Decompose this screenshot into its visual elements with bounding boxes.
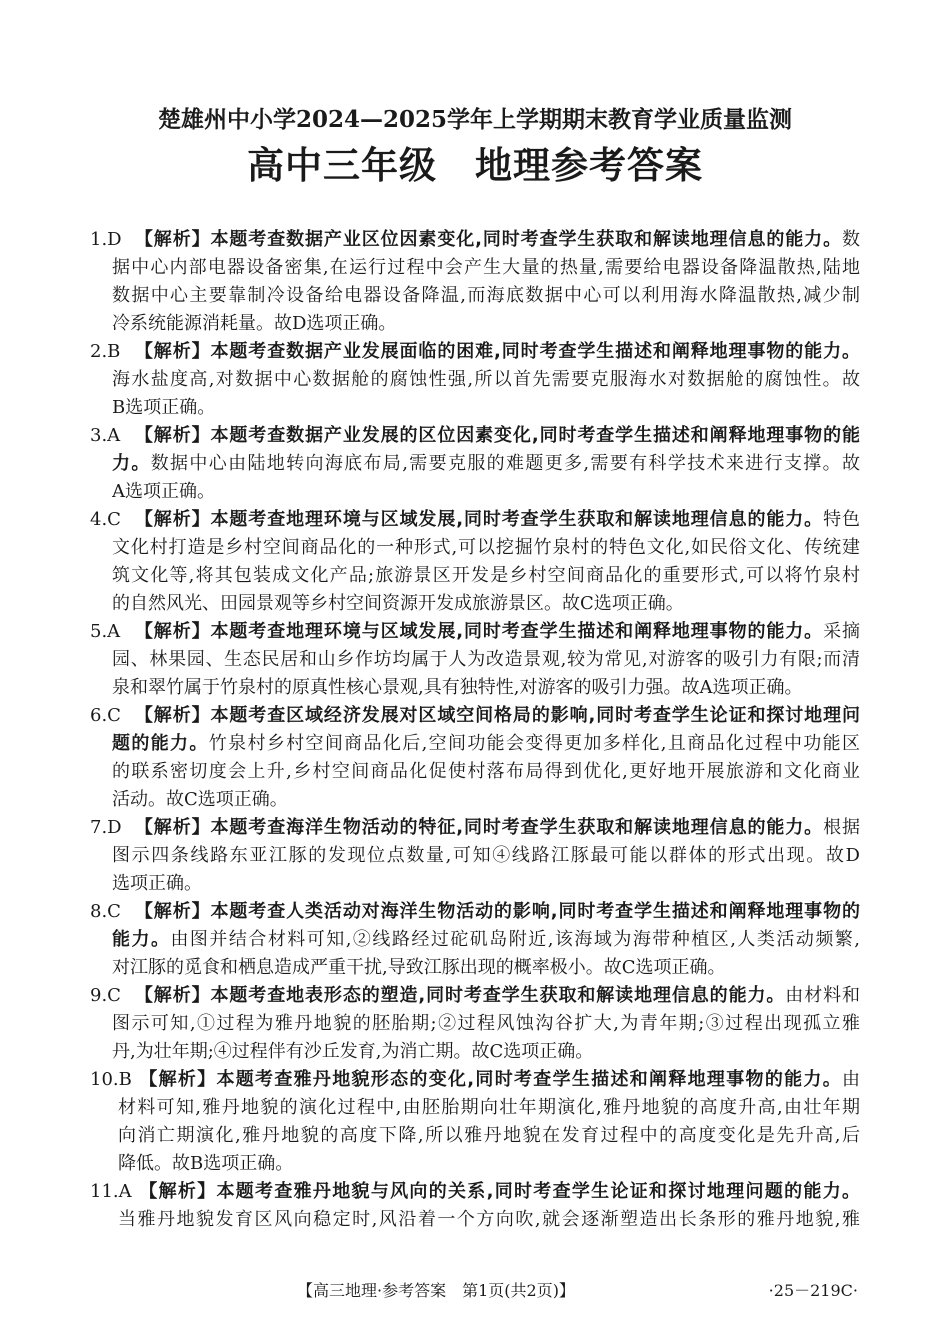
- answer-line: [118, 1206, 860, 1234]
- answer-line: [112, 758, 860, 786]
- answer-number: 7.D: [90, 817, 122, 838]
- analysis-heading: 【解析】本题考查地理环境与区域发展,同时考查学生获取和解读地理信息的能力。: [134, 509, 824, 530]
- answer-text: 据中心内部电器设备密集,在运行过程中会产生大量的热量,需要给电器设备降温散热,陆地: [112, 257, 860, 278]
- answer-text: 园、林果园、生态民居和山乡作坊均属于人为改造景观,较为常见,对游客的吸引力有限;而清: [112, 649, 860, 670]
- answer-text: 图示可知,①过程为雅丹地貌的胚胎期;②过程风蚀沟谷扩大,为青年期;③过程出现孤立雅: [112, 1013, 860, 1034]
- answer-text: 向消亡期演化,雅丹地貌的高度下降,所以雅丹地貌在发育过程中的高度变化是先升高,后: [118, 1125, 860, 1146]
- answer-line: [112, 674, 860, 702]
- answer-text: 特色: [823, 509, 860, 530]
- answer-text: 筑文化等,将其包装成文化产品;旅游景区开发是乡村空间商品化的重要形式,可以将竹泉村: [112, 565, 860, 586]
- answer-text: 文化村打造是乡村空间商品化的一种形式,可以挖掘竹泉村的特色文化,如民俗文化、传统建: [112, 537, 860, 558]
- answer-text: 选项正确。: [112, 873, 202, 894]
- page-footer-label: 【高三地理·参考答案 第1页(共2页)】: [297, 1281, 575, 1300]
- answer-number: 9.C: [90, 985, 121, 1006]
- answer-line: [112, 478, 860, 506]
- document-code: ·25－219C·: [768, 1281, 858, 1300]
- answer-line: [118, 1094, 860, 1122]
- answer-item-5: [90, 618, 860, 702]
- analysis-heading: 【解析】本题考查区域经济发展对区域空间格局的影响,同时考查学生论证和探讨地理问: [134, 705, 860, 726]
- answer-item-10: [90, 1066, 860, 1178]
- answer-line: [90, 618, 860, 646]
- answer-number: 11.A: [90, 1181, 132, 1202]
- answer-line: [112, 870, 860, 898]
- answer-item-1: [90, 226, 860, 338]
- analysis-heading: 【解析】本题考查数据产业区位因素变化,同时考查学生获取和解读地理信息的能力。: [134, 229, 842, 250]
- answer-line: [90, 226, 860, 254]
- answer-number: 8.C: [90, 901, 121, 922]
- answer-item-2: [90, 338, 860, 422]
- answer-line: [112, 310, 860, 338]
- analysis-heading: 【解析】本题考查数据产业发展面临的困难,同时考查学生描述和阐释地理事物的能力。: [134, 341, 860, 362]
- answer-text: 降低。故B选项正确。: [118, 1153, 294, 1174]
- document-subtitle: 高中三年级 地理参考答案: [247, 143, 703, 187]
- answer-text: 当雅丹地貌发育区风向稳定时,风沿着一个方向吹,就会逐渐塑造出长条形的雅丹地貌,雅: [118, 1209, 860, 1230]
- answer-line: [112, 282, 860, 310]
- answer-line: [90, 422, 860, 450]
- analysis-heading: 【解析】本题考查雅丹地貌形态的变化,同时考查学生描述和阐释地理事物的能力。: [138, 1069, 842, 1090]
- answer-line: [90, 702, 860, 730]
- answer-line: [112, 926, 860, 954]
- analysis-heading: 【解析】本题考查人类活动对海洋生物活动的影响,同时考查学生描述和阐释地理事物的: [134, 901, 860, 922]
- answer-line: [112, 450, 860, 478]
- answer-item-3: [90, 422, 860, 506]
- answer-item-8: [90, 898, 860, 982]
- answer-text: A选项正确。: [112, 481, 215, 502]
- answer-line: [90, 1178, 860, 1206]
- answer-text: 冷系统能源消耗量。故D选项正确。: [112, 313, 397, 334]
- answer-text: 泉和翠竹属于竹泉村的原真性核心景观,具有独特性,对游客的吸引力强。故A选项正确。: [112, 677, 803, 698]
- answer-line: [112, 366, 860, 394]
- answer-text: 图示四条线路东亚江豚的发现位点数量,可知④线路江豚最可能以群体的形式出现。故D: [112, 845, 860, 866]
- answer-line: [112, 786, 860, 814]
- answer-text: 由图并结合材料可知,②线路经过砣矶岛附近,该海域为海带种植区,人类活动频繁,: [170, 929, 860, 950]
- answer-text: 由材料和: [785, 985, 860, 1006]
- answer-line: [90, 982, 860, 1010]
- answer-line: [118, 1150, 860, 1178]
- answer-text: 数据中心由陆地转向海底布局,需要克服的难题更多,需要有科学技术来进行支撑。故: [150, 453, 860, 474]
- answer-number: 6.C: [90, 705, 121, 726]
- answer-line: [112, 842, 860, 870]
- answer-text: 海水盐度高,对数据中心数据舱的腐蚀性强,所以首先需要克服海水对数据舱的腐蚀性。故: [112, 369, 860, 390]
- answer-text: 由: [842, 1069, 860, 1090]
- analysis-heading: 【解析】本题考查地表形态的塑造,同时考查学生获取和解读地理信息的能力。: [134, 985, 786, 1006]
- answer-number: 2.B: [90, 341, 121, 362]
- answer-text: 数据中心主要靠制冷设备给电器设备降温,而海底数据中心可以利用海水降温散热,减少制: [112, 285, 860, 306]
- answer-text: 数: [842, 229, 860, 250]
- answer-line: [90, 506, 860, 534]
- answer-line: [112, 1038, 860, 1066]
- answer-line: [112, 730, 860, 758]
- answer-line: [112, 394, 860, 422]
- answer-item-4: [90, 506, 860, 618]
- answer-text: 对江豚的觅食和栖息造成严重干扰,导致江豚出现的概率极小。故C选项正确。: [112, 957, 726, 978]
- analysis-heading: 【解析】本题考查地理环境与区域发展,同时考查学生描述和阐释地理事物的能力。: [134, 621, 824, 642]
- answer-line: [112, 590, 860, 618]
- answer-number: 4.C: [90, 509, 121, 530]
- answer-line: [90, 338, 860, 366]
- answer-line: [118, 1122, 860, 1150]
- exam-title: 楚雄州中小学2024—2025学年上学期期末教育学业质量监测: [157, 106, 793, 133]
- answer-line: [112, 646, 860, 674]
- answer-item-11: [90, 1178, 860, 1234]
- answer-line: [112, 534, 860, 562]
- analysis-heading: 【解析】本题考查海洋生物活动的特征,同时考查学生获取和解读地理信息的能力。: [134, 817, 824, 838]
- answer-text: 采摘: [823, 621, 860, 642]
- analysis-heading: 【解析】本题考查雅丹地貌与风向的关系,同时考查学生论证和探讨地理问题的能力。: [138, 1181, 860, 1202]
- answer-item-6: [90, 702, 860, 814]
- answer-text: 的联系密切度会上升,乡村空间商品化促使村落布局得到优化,更好地开展旅游和文化商业: [112, 761, 860, 782]
- analysis-heading: 能力。: [112, 929, 171, 950]
- answer-item-9: [90, 982, 860, 1066]
- answer-text: 材料可知,雅丹地貌的演化过程中,由胚胎期向壮年期演化,雅丹地貌的高度升高,由壮年期: [118, 1097, 860, 1118]
- analysis-heading: 题的能力。: [112, 733, 209, 754]
- answer-line: [112, 562, 860, 590]
- answer-number: 5.A: [90, 621, 121, 642]
- answer-line: [112, 954, 860, 982]
- answer-number: 1.D: [90, 229, 122, 250]
- answer-line: [90, 1066, 860, 1094]
- answer-item-7: [90, 814, 860, 898]
- answer-number: 10.B: [90, 1069, 132, 1090]
- answer-line: [112, 1010, 860, 1038]
- answer-number: 3.A: [90, 425, 121, 446]
- answer-line: [90, 814, 860, 842]
- analysis-heading: 力。: [112, 453, 151, 474]
- answer-text: B选项正确。: [112, 397, 216, 418]
- answer-text: 竹泉村乡村空间商品化后,空间功能会变得更加多样化,且商品化过程中功能区: [208, 733, 860, 754]
- answer-text: 根据: [823, 817, 860, 838]
- answer-text: 丹,为壮年期;④过程伴有沙丘发育,为消亡期。故C选项正确。: [112, 1041, 594, 1062]
- answer-line: [112, 254, 860, 282]
- answer-line: [90, 898, 860, 926]
- analysis-heading: 【解析】本题考查数据产业发展的区位因素变化,同时考查学生描述和阐释地理事物的能: [134, 425, 860, 446]
- answer-text: 的自然风光、田园景观等乡村空间资源开发成旅游景区。故C选项正确。: [112, 593, 684, 614]
- answer-text: 活动。故C选项正确。: [112, 789, 288, 810]
- answer-list: [90, 226, 860, 1234]
